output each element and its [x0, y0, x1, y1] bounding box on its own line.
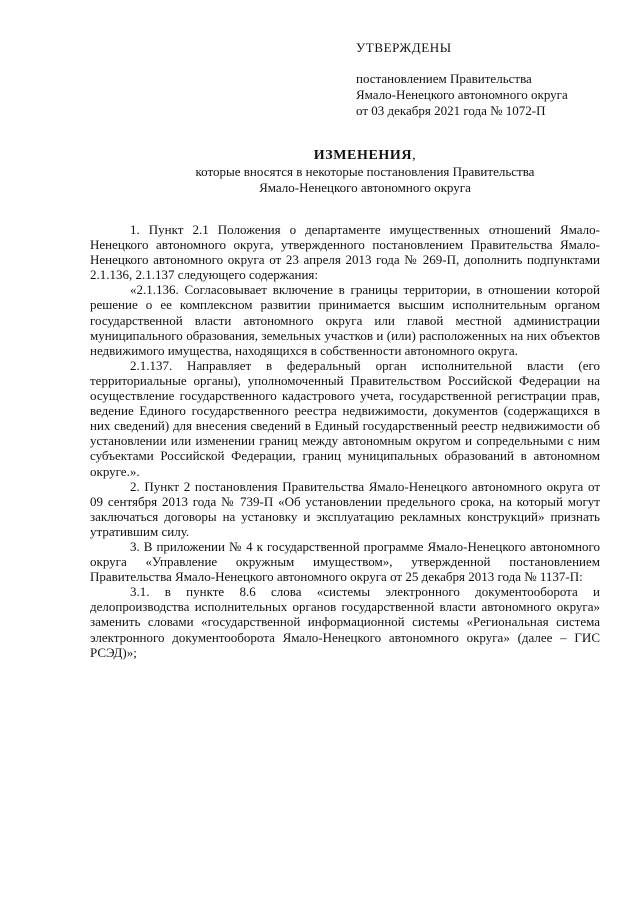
- paragraph-1: 1. Пункт 2.1 Положения о департаменте имущественных отношений Ямало-Ненецкого автономного округа, утвержденного постановлением Правительства Ямало-Ненецкого автономного округа от 23 апреля 2013 года № 269-П, дополнить подпунктами 2.1.136, 2.1.137 следующего содержания:: [90, 222, 600, 283]
- approval-line-date: от 03 декабря 2021 года № 1072-П: [356, 103, 546, 118]
- heading-subtitle-line1: которые вносятся в некоторые постановления Правительства: [195, 164, 535, 179]
- document-heading: [90, 148, 640, 196]
- heading-title-comma: ,: [412, 148, 417, 163]
- paragraph-2-1-137: 2.1.137. Направляет в федеральный орган исполнительной власти (его территориальные органы), уполномоченный Правительством Российской Федерации на осуществление государственного кадастрового учета, государственной регистрации прав, ведение Единого государственного реестра недвижимости, документов (содержащихся в них сведений) для внесения сведений в Единый государственный реестр недвижимости об установлении или изменении границ между автономным округом и сопредельными с ним субъектами Российской Федерации, границ муниципальных образований в автономном округе.».: [90, 357, 600, 479]
- paragraph-3: 3. В приложении № 4 к государственной программе Ямало-Ненецкого автономного округа «Управление окружным имуществом», утвержденной постановлением Правительства Ямало-Ненецкого автономного округа от 25 декабря 2013 года № 1137-П:: [90, 538, 600, 585]
- heading-title: [90, 148, 640, 164]
- paragraph-3-1: 3.1. в пункте 8.6 слова «системы электронного документооборота и делопроизводства исполнительных органов государственной власти автономного округа» заменить словами «государственной информационной системы «Региональная система электронного документооборота Ямало-Ненецкого автономного округа» (далее – ГИС РСЭД)»;: [90, 584, 600, 660]
- heading-title-word: ИЗМЕНЕНИЯ: [313, 148, 413, 163]
- heading-subtitle-line2: Ямало-Ненецкого автономного округа: [259, 180, 471, 195]
- approval-title: УТВЕРЖДЕНЫ: [356, 40, 452, 55]
- paragraph-2: 2. Пункт 2 постановления Правительства Ямало-Ненецкого автономного округа от 09 сентября 2013 года № 739-П «Об установлении предельного срока, на который могут заключаться договоры на установку и эксплуатацию рекламных конструкций» признать утратившим силу.: [90, 478, 600, 539]
- approval-line-region: Ямало-Ненецкого автономного округа: [356, 87, 568, 102]
- document-body: [90, 222, 600, 660]
- paragraph-2-1-136: «2.1.136. Согласовывает включение в границы территории, в отношении которой решение о ее комплексном развитии принимается высшим исполнительным органом государственной власти автономного округа или главой местной администрации муниципального образования, земельных участков и (или) расположенных на них объектов недвижимого имущества, находящихся в собственности автономного округа.: [90, 282, 600, 358]
- approval-block: [356, 40, 626, 119]
- approval-line-decree: постановлением Правительства: [356, 71, 532, 86]
